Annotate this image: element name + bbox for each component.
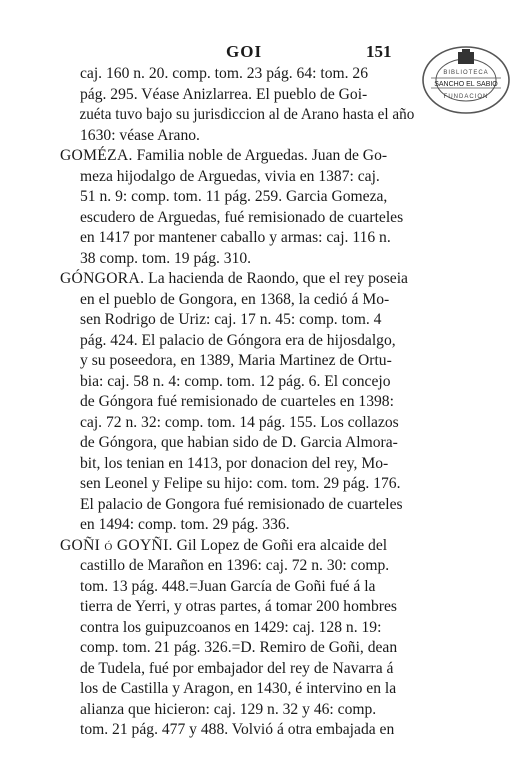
- stamp-bottom-text: FUNDACION: [443, 94, 489, 100]
- text-line: [60, 64, 415, 85]
- line-text: tom. 21 pág. 477 y 488. Volvió á otra embajada en: [80, 721, 395, 738]
- text-line: [60, 597, 415, 618]
- text-line: [60, 105, 415, 126]
- text-line: [60, 495, 415, 516]
- text-line: [60, 638, 415, 659]
- text-line: [60, 351, 415, 372]
- dictionary-text: [60, 64, 415, 741]
- text-line: [60, 85, 415, 106]
- line-text: meza hijodalgo de Arguedas, vivia en 1387: caj.: [80, 167, 380, 185]
- text-line: [60, 228, 415, 249]
- text-line: [60, 392, 415, 413]
- text-line: [60, 269, 415, 290]
- text-line: [60, 515, 415, 536]
- entry-headword: GÓNGORA.: [60, 270, 145, 287]
- running-head: GOI: [226, 42, 263, 61]
- line-text: sen Leonel y Felipe su hijo: com. tom. 29 pág. 176.: [80, 475, 401, 492]
- line-text: de Góngora, que habian sido de D. Garcia Almora-: [80, 434, 398, 451]
- line-text: 51 n. 9: comp. tom. 11 pág. 259. Garcia Gomeza,: [80, 188, 388, 205]
- line-text: alianza que hicieron: caj. 129 n. 32 y 46: comp.: [80, 700, 377, 718]
- line-text: bia: caj. 58 n. 4: comp. tom. 12 pág. 6. El concejo: [80, 372, 391, 390]
- line-text: tierra de Yerri, y otras partes, á tomar 200 hombres: [80, 598, 397, 615]
- line-text: 1630: véase Arano.: [80, 126, 200, 144]
- stamp-top-text: BIBLIOTECA: [443, 70, 489, 76]
- line-text: caj. 72 n. 32: comp. tom. 14 pág. 155. Los collazos: [80, 413, 399, 431]
- text-line: [60, 556, 415, 577]
- entry-headword: GOMÉZA.: [60, 147, 133, 164]
- text-line: [60, 187, 415, 208]
- line-text: escudero de Arguedas, fué remisionado de cuarteles: [80, 208, 404, 226]
- text-line: [60, 659, 415, 680]
- line-text: de Góngora fué remisionado de cuarteles en 1398:: [80, 393, 394, 410]
- line-text: en 1494: comp. tom. 29 pág. 336.: [80, 516, 290, 533]
- line-text: en 1417 por mantener caballo y armas: caj. 116 n.: [80, 229, 391, 246]
- text-line: [60, 536, 415, 557]
- text-line: [60, 720, 415, 741]
- text-line: [60, 577, 415, 598]
- line-text: bit, los tenian en 1413, por donacion del rey, Mo-: [80, 454, 389, 472]
- text-line: [60, 167, 415, 188]
- text-line: [60, 126, 415, 147]
- line-text: La hacienda de Raondo, que el rey poseia: [144, 270, 408, 287]
- line-text: tom. 13 pág. 448.=Juan García de Goñi fué á la: [80, 577, 376, 595]
- line-text: Familia noble de Arguedas. Juan de Go-: [132, 147, 388, 164]
- text-line: [60, 474, 415, 495]
- page-number: 151: [366, 42, 392, 61]
- text-line: [60, 433, 415, 454]
- line-text: 38 comp. tom. 19 pág. 310.: [80, 249, 252, 267]
- stamp-middle-text: SANCHO EL SABIO: [434, 81, 498, 88]
- line-text: zuéta tuvo bajo su jurisdiccion al de Arano hasta el año: [79, 106, 415, 123]
- line-text: y su poseedora, en 1389, Maria Martinez de Ortu-: [80, 352, 392, 369]
- text-line: [60, 679, 415, 700]
- line-text: los de Castilla y Aragon, en 1430, é intervino en la: [80, 680, 397, 697]
- line-text: comp. tom. 21 pág. 326.=D. Remiro de Goñi, dean: [80, 639, 398, 656]
- text-line: [60, 700, 415, 721]
- line-text: Gil Lopez de Goñi era alcaide del: [172, 536, 388, 554]
- text-line: [60, 331, 415, 352]
- text-line: [60, 310, 415, 331]
- line-text: caj. 160 n. 20. comp. tom. 23 pág. 64: tom. 26: [80, 65, 369, 82]
- line-text: castillo de Marañon en 1396: caj. 72 n. 30: comp.: [80, 557, 390, 574]
- text-line: [60, 413, 415, 434]
- line-text: pág. 295. Véase Anizlarrea. El pueblo de Goi-: [80, 85, 368, 103]
- text-line: [60, 249, 415, 270]
- text-line: [60, 290, 415, 311]
- text-line: [60, 454, 415, 475]
- line-text: sen Rodrigo de Uriz: caj. 17 n. 45: comp. tom. 4: [80, 311, 382, 328]
- text-line: [60, 146, 415, 167]
- line-text: en el pueblo de Gongora, en 1368, la cedió á Mo-: [80, 290, 390, 308]
- entry-headword: GOÑI ó GOYÑI.: [60, 536, 173, 554]
- line-text: de Tudela, fué por embajador del rey de Navarra á: [80, 659, 394, 677]
- line-text: pág. 424. El palacio de Góngora era de hijosdalgo,: [80, 331, 396, 349]
- text-line: [60, 372, 415, 393]
- text-line: [60, 618, 415, 639]
- line-text: El palacio de Gongora fué remisionado de cuarteles: [80, 495, 403, 513]
- line-text: contra los guipuzcoanos en 1429: caj. 128 n. 19:: [80, 618, 382, 636]
- text-line: [60, 208, 415, 229]
- library-stamp: [421, 44, 510, 116]
